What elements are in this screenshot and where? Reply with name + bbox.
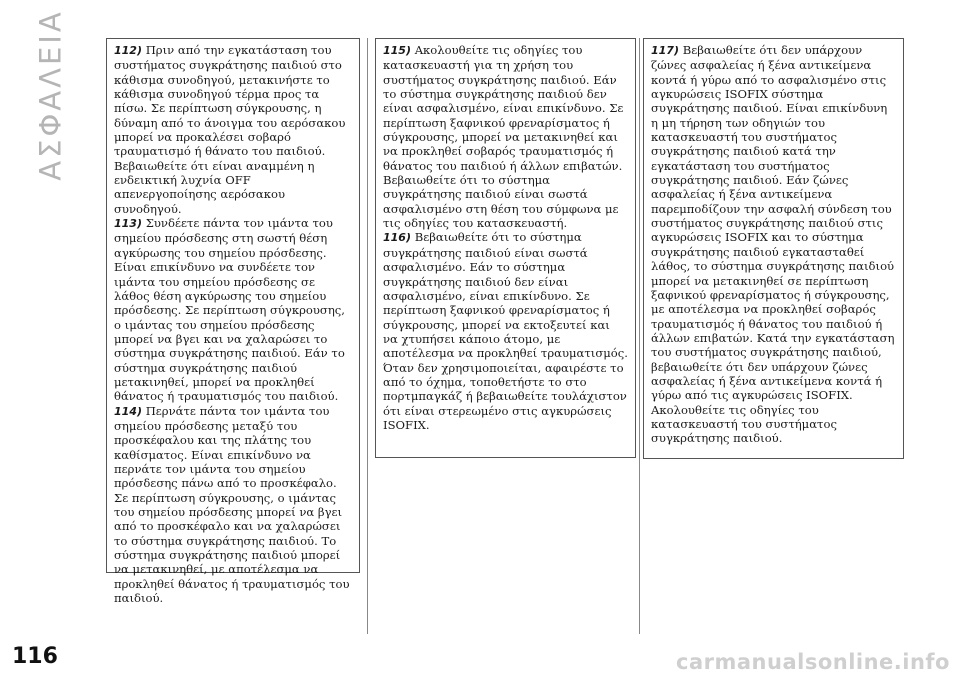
column-divider xyxy=(367,38,368,634)
warning-text: Συνδέετε πάντα τον ιμάντα του σημείου πρόσδεσης στη σωστή θέση αγκύρωσης του σημείου πρόσδεσης. Είναι επικίνδυνο να συνδέετε τον ιμάντα του σημείου πρόσδεσης σε λάθος θέση αγκύρωσης του σημείου πρόσδεσης. Σε περίπτωση σύγκρουσης, ο ιμάντας του σημείου πρόσδεσης μπορεί να βγει και να χαλαρώσει το σύστημα συγκράτησης παιδιού. Εάν το σύστημα συγκράτησης παιδιού μετακινηθεί, μπορεί να προκληθεί θάνατος ή τραυματισμός του παιδιού. xyxy=(114,216,345,404)
section-title xyxy=(16,9,86,181)
warning-number: 115) xyxy=(383,44,411,57)
warning-paragraph-112 xyxy=(114,43,352,216)
page-number: 116 xyxy=(12,644,58,669)
warning-box-2 xyxy=(375,38,636,458)
warning-paragraph-113 xyxy=(114,216,352,403)
warning-number: 113) xyxy=(114,217,142,231)
warning-paragraph-114 xyxy=(114,404,352,606)
warning-text: Βεβαιωθείτε ότι το σύστημα συγκράτησης παιδιού είναι σωστά ασφαλισμένο. Εάν το σύστημα συγκράτησης παιδιού δεν είναι ασφαλισμένο, είναι επικίνδυνο. Σε περίπτωση ξαφνικού φρεναρίσματος ή σύγκρουσης, μπορεί να εκτοξευτεί και να χτυπήσει κάποιο άτομο, με αποτέλεσμα να προκληθεί τραυματισμός. Όταν δεν χρησιμοποιείται, αφαιρέστε το από το όχημα, τοποθετήστε το στο πορτμπαγκάζ ή βεβαιωθείτε τουλάχιστον ότι είναι στερεωμένο στις αγκυρώσεις ISOFIX. xyxy=(383,230,628,432)
warning-paragraph-116 xyxy=(383,230,628,432)
column-divider xyxy=(639,38,640,634)
warning-box-1 xyxy=(106,38,360,606)
warning-paragraph-115 xyxy=(383,43,628,230)
warning-text: Πριν από την εγκατάσταση του συστήματος συγκράτησης παιδιού στο κάθισμα συνοδηγού, μετακινήστε το κάθισμα συνοδηγού τέρμα προς τα πίσω. Σε περίπτωση σύγκρουσης, η δύναμη από το άνοιγμα του αερόσακου μπορεί να προκαλέσει σοβαρό τραυματισμό ή θάνατο του παιδιού. Βεβαιωθείτε ότι είναι αναμμένη η ενδεικτική λυχνία OFF απενεργοποίησης αερόσακου συνοδηγού. xyxy=(114,43,346,216)
warning-text: Ακολουθείτε τις οδηγίες του κατασκευαστή για τη χρήση του συστήματος συγκράτησης παιδιού. Εάν το σύστημα συγκράτησης παιδιού δεν είναι ασφαλισμένο, είναι επικίνδυνο. Σε περίπτωση ξαφνικού φρεναρίσματος ή σύγκρουσης, μπορεί να μετακινηθεί και να προκληθεί σοβαρός τραυματισμός ή θάνατος του παιδιού ή άλλων επιβατών. Βεβαιωθείτε ότι το σύστημα συγκράτησης παιδιού είναι σωστά ασφαλισμένο στη θέση του σύμφωνα με τις οδηγίες του κατασκευαστή. xyxy=(383,43,624,231)
warning-text: Περνάτε πάντα τον ιμάντα του σημείου πρόσδεσης μεταξύ του προσκέφαλου και της πλάτης του καθίσματος. Είναι επικίνδυνο να περνάτε τον ιμάντα του σημείου πρόσδεσης πάνω από το προσκέφαλο. Σε περίπτωση σύγκρουσης, ο ιμάντας του σημείου πρόσδεσης μπορεί να βγει από το προσκέφαλο και να χαλαρώσει το σύστημα συγκράτησης παιδιού. Το σύστημα συγκράτησης παιδιού μπορεί να μετακινηθεί, με αποτέλεσμα να προκληθεί θάνατος ή τραυματισμός του παιδιού. xyxy=(114,403,350,606)
warning-text: Βεβαιωθείτε ότι δεν υπάρχουν ζώνες ασφαλείας ή ξένα αντικείμενα κοντά ή γύρω από το ασφαλισμένο στις αγκυρώσεις ISOFIX σύστημα συγκράτησης παιδιού. Είναι επικίνδυνη η μη τήρηση των οδηγιών του κατασκευαστή του συστήματος συγκράτησης παιδιού κατά την εγκατάσταση του συστήματος συγκράτησης παιδιού. Εάν ζώνες ασφαλείας ή ξένα αντικείμενα παρεμποδίζουν την ασφαλή σύνδεση του συστήματος συγκράτησης παιδιού στις αγκυρώσεις ISOFIX και το σύστημα συγκράτησης παιδιού εγκατασταθεί λάθος, το σύστημα συγκράτησης παιδιού μπορεί να μετακινηθεί σε περίπτωση ξαφνικού φρεναρίσματος ή σύγκρουσης, με αποτέλεσμα να προκληθεί σοβαρός τραυματισμός ή θάνατος του παιδιού ή άλλων επιβατών. Κατά την εγκατάσταση του συστήματος συγκράτησης παιδιού, βεβαιωθείτε ότι δεν υπάρχουν ζώνες ασφαλείας ή ξένα αντικείμενα κοντά ή γύρω από τις αγκυρώσεις ISOFIX. Ακολουθείτε τις οδηγίες του κατασκευαστή του συστήματος συγκράτησης παιδιού. xyxy=(651,43,895,446)
watermark: carmanualsonline.info xyxy=(676,650,950,674)
warning-box-3 xyxy=(643,38,904,459)
warning-number: 117) xyxy=(651,44,679,57)
warning-number: 114) xyxy=(114,404,142,418)
warning-number: 112) xyxy=(114,44,142,57)
section-title-text: ΑΣΦΑΛΕΙΑ xyxy=(34,9,69,181)
warning-number: 116) xyxy=(383,231,411,245)
warning-paragraph-117 xyxy=(651,43,896,446)
